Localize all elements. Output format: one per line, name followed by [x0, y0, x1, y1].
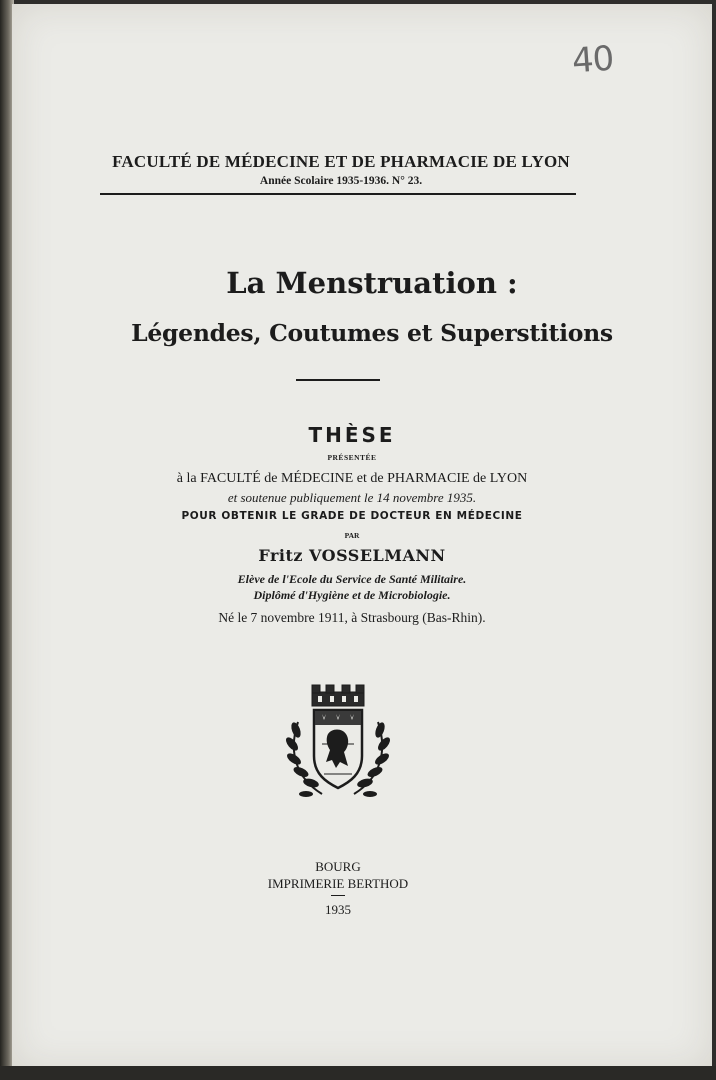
- presented-label: PRÉSENTÉE: [327, 453, 377, 462]
- lyon-coat-of-arms-icon: [282, 682, 394, 806]
- faculty-name: FACULTÉ DE MÉDECINE ET DE PHARMACIE DE LYON: [112, 152, 570, 171]
- publisher-printer: IMPRIMERIE BERTHOD: [267, 876, 409, 891]
- publisher-divider: [331, 895, 345, 896]
- author-credential-1: Elève de l'Ecole du Service de Santé Militaire.: [237, 572, 467, 586]
- header-rule: [100, 193, 576, 195]
- title-page: [12, 4, 712, 1070]
- publication-year: 1935: [325, 902, 351, 917]
- author-credential-2: Diplômé d'Hygiène et de Microbiologie.: [253, 588, 451, 602]
- defense-date: et soutenue publiquement le 14 novembre 1935.: [227, 490, 477, 505]
- title-divider: [296, 379, 380, 381]
- thesis-heading: THÈSE: [308, 423, 396, 447]
- school-year: Année Scolaire 1935-1936. N° 23.: [259, 175, 423, 187]
- degree-line: POUR OBTENIR LE GRADE DE DOCTEUR EN MÉDECINE: [181, 510, 523, 522]
- title-line-1: La Menstruation :: [226, 266, 518, 300]
- title-line-2: Légendes, Coutumes et Superstitions: [131, 319, 613, 347]
- page-bottom-edge: [0, 1066, 716, 1080]
- faculty-line: à la FACULTÉ de MÉDECINE et de PHARMACIE de LYON: [176, 471, 528, 486]
- handwritten-page-number: 40: [570, 38, 615, 82]
- author-birth: Né le 7 novembre 1911, à Strasbourg (Bas-Rhin).: [218, 610, 486, 625]
- publisher-city: BOURG: [315, 859, 361, 874]
- author-name: Fritz VOSSELMANN: [258, 546, 446, 565]
- by-label: PAR: [344, 531, 360, 540]
